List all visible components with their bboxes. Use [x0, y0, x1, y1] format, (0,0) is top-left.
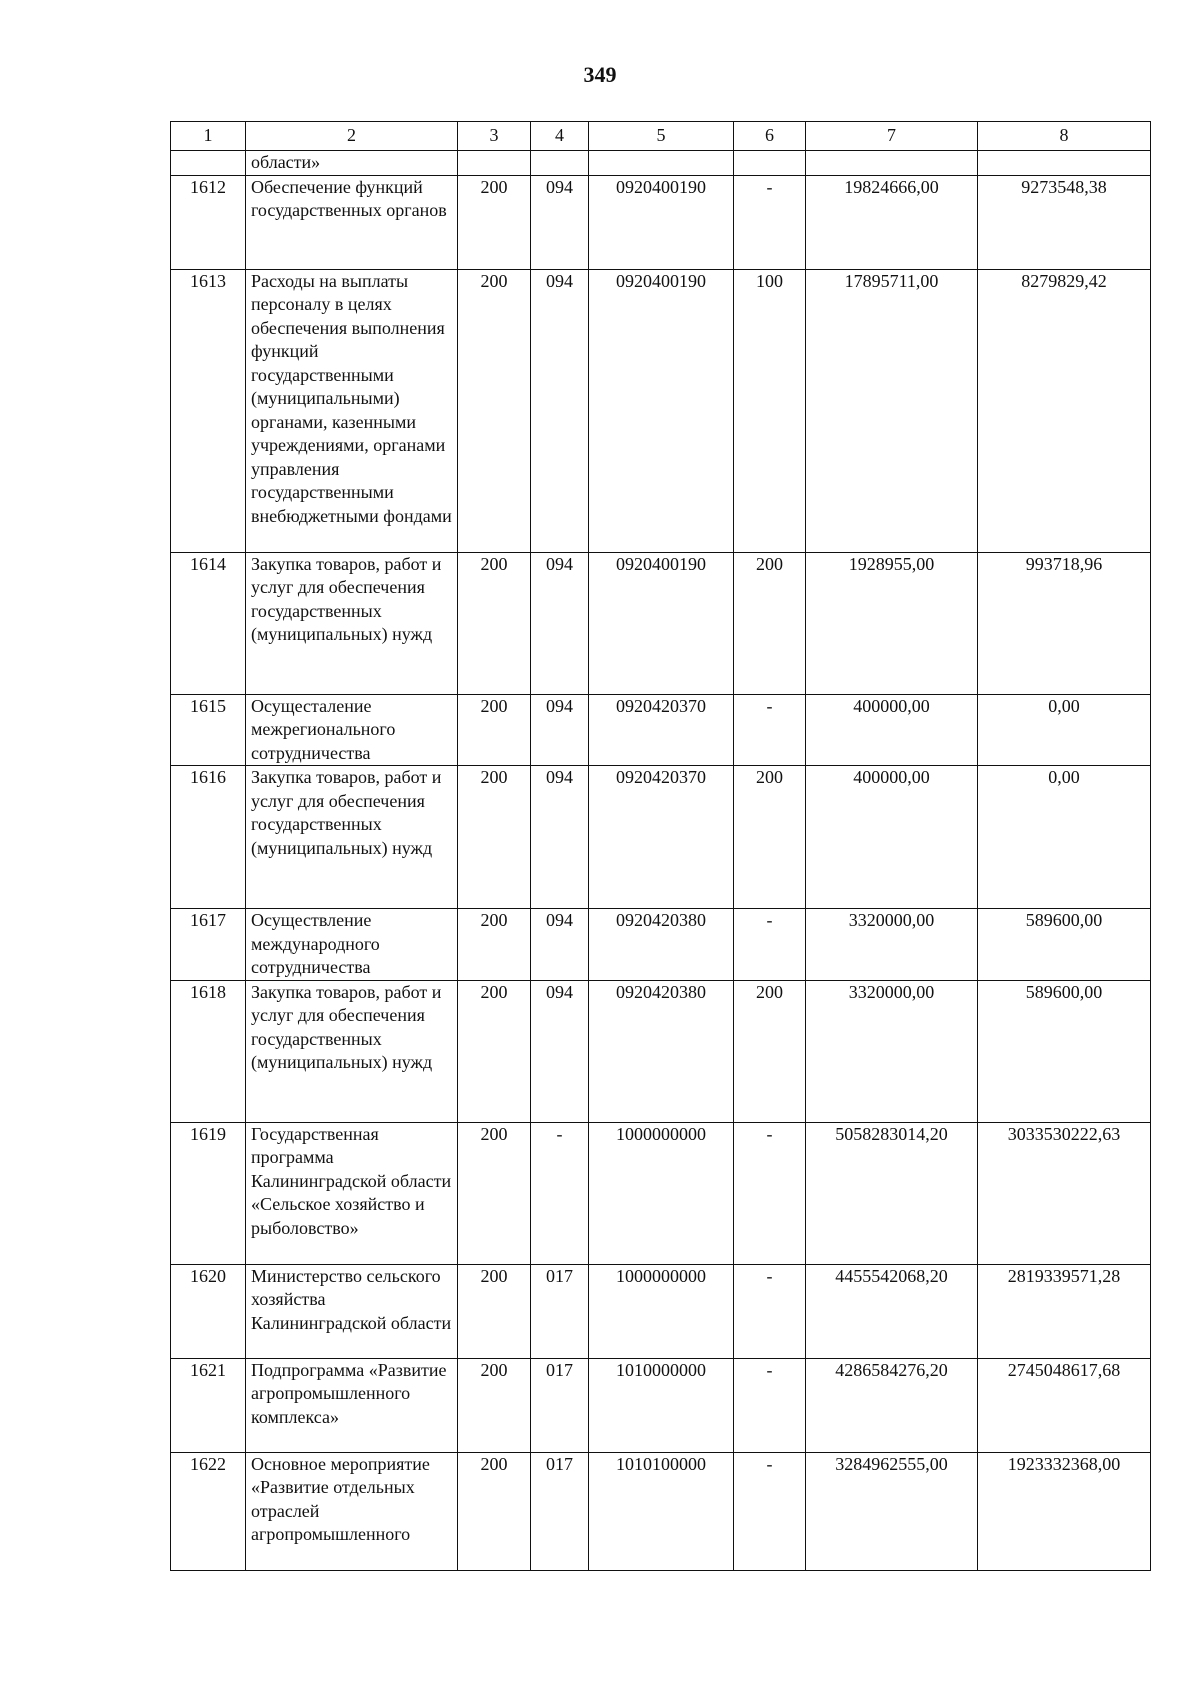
budget-table — [170, 121, 1151, 1571]
row-name-cell: Обеспечение функций государственных органов — [246, 175, 458, 269]
code-cell: 1010000000 — [589, 1358, 734, 1452]
amount-cell: 3033530222,63 — [978, 1122, 1151, 1264]
amount-cell: 1923332368,00 — [978, 1452, 1151, 1570]
amount-cell: 2745048617,68 — [978, 1358, 1151, 1452]
code-cell: 1000000000 — [589, 1122, 734, 1264]
row-name-cell: Государственная программа Калининградской области «Сельское хозяйство и рыболовство» — [246, 1122, 458, 1264]
table-row — [171, 1264, 1151, 1358]
header-cell: 1 — [171, 122, 246, 151]
code-cell: - — [734, 1122, 806, 1264]
code-cell: 200 — [734, 552, 806, 694]
row-number-cell: 1617 — [171, 909, 246, 981]
code-cell: 0920420380 — [589, 980, 734, 1122]
amount-cell: 993718,96 — [978, 552, 1151, 694]
amount-cell — [978, 151, 1151, 176]
row-number-cell: 1615 — [171, 694, 246, 766]
header-cell: 7 — [806, 122, 978, 151]
row-number-cell: 1619 — [171, 1122, 246, 1264]
amount-cell: 0,00 — [978, 766, 1151, 909]
amount-cell: 17895711,00 — [806, 269, 978, 552]
code-cell: - — [734, 1358, 806, 1452]
code-cell: 017 — [531, 1264, 589, 1358]
code-cell: 094 — [531, 980, 589, 1122]
table-row — [171, 909, 1151, 981]
code-cell: 0920420380 — [589, 909, 734, 981]
code-cell: 200 — [458, 980, 531, 1122]
amount-cell: 400000,00 — [806, 766, 978, 909]
row-number-cell: 1614 — [171, 552, 246, 694]
row-number-cell: 1621 — [171, 1358, 246, 1452]
amount-cell: 0,00 — [978, 694, 1151, 766]
code-cell: 200 — [458, 1122, 531, 1264]
code-cell: 200 — [734, 766, 806, 909]
code-cell: - — [734, 909, 806, 981]
code-cell: - — [734, 1264, 806, 1358]
code-cell: 200 — [458, 552, 531, 694]
row-number-cell: 1616 — [171, 766, 246, 909]
amount-cell: 3320000,00 — [806, 909, 978, 981]
header-cell: 6 — [734, 122, 806, 151]
row-name-cell: Закупка товаров, работ и услуг для обеспечения государственных (муниципальных) нужд — [246, 980, 458, 1122]
code-cell: 100 — [734, 269, 806, 552]
code-cell: - — [531, 1122, 589, 1264]
amount-cell — [806, 151, 978, 176]
header-row — [171, 122, 1151, 151]
code-cell: 017 — [531, 1358, 589, 1452]
code-cell: 094 — [531, 552, 589, 694]
amount-cell: 589600,00 — [978, 909, 1151, 981]
code-cell: 1000000000 — [589, 1264, 734, 1358]
amount-cell: 1928955,00 — [806, 552, 978, 694]
row-name-cell: Подпрограмма «Развитие агропромышленного комплекса» — [246, 1358, 458, 1452]
code-cell: 094 — [531, 766, 589, 909]
row-number-cell — [171, 151, 246, 176]
code-cell: 200 — [734, 980, 806, 1122]
code-cell: 0920400190 — [589, 269, 734, 552]
amount-cell: 589600,00 — [978, 980, 1151, 1122]
amount-cell: 8279829,42 — [978, 269, 1151, 552]
row-name-cell: области» — [246, 151, 458, 176]
code-cell: 094 — [531, 175, 589, 269]
table-row — [171, 980, 1151, 1122]
row-name-cell: Осуществление международного сотрудничества — [246, 909, 458, 981]
header-cell: 5 — [589, 122, 734, 151]
header-cell: 2 — [246, 122, 458, 151]
header-cell: 3 — [458, 122, 531, 151]
amount-cell: 2819339571,28 — [978, 1264, 1151, 1358]
code-cell: 1010100000 — [589, 1452, 734, 1570]
code-cell: 200 — [458, 175, 531, 269]
code-cell: 200 — [458, 694, 531, 766]
amount-cell: 5058283014,20 — [806, 1122, 978, 1264]
code-cell: 0920420370 — [589, 766, 734, 909]
code-cell: - — [734, 1452, 806, 1570]
code-cell — [589, 151, 734, 176]
code-cell: 200 — [458, 1358, 531, 1452]
code-cell: 0920400190 — [589, 552, 734, 694]
row-number-cell: 1613 — [171, 269, 246, 552]
header-cell: 8 — [978, 122, 1151, 151]
row-number-cell: 1622 — [171, 1452, 246, 1570]
table-row — [171, 1358, 1151, 1452]
page-number: 349 — [583, 62, 617, 87]
row-name-cell: Закупка товаров, работ и услуг для обеспечения государственных (муниципальных) нужд — [246, 766, 458, 909]
row-name-cell: Закупка товаров, работ и услуг для обеспечения государственных (муниципальных) нужд — [246, 552, 458, 694]
code-cell — [531, 151, 589, 176]
code-cell — [734, 151, 806, 176]
code-cell: 200 — [458, 1452, 531, 1570]
row-name-cell: Осущесталение межрегионального сотрудничества — [246, 694, 458, 766]
table-row — [171, 175, 1151, 269]
amount-cell: 3284962555,00 — [806, 1452, 978, 1570]
amount-cell: 4455542068,20 — [806, 1264, 978, 1358]
table-row — [171, 552, 1151, 694]
code-cell: 200 — [458, 766, 531, 909]
amount-cell: 9273548,38 — [978, 175, 1151, 269]
row-name-cell: Министерство сельского хозяйства Калининградской области — [246, 1264, 458, 1358]
table-row — [171, 269, 1151, 552]
code-cell: 200 — [458, 269, 531, 552]
code-cell: 0920400190 — [589, 175, 734, 269]
table-row — [171, 151, 1151, 176]
code-cell: 200 — [458, 1264, 531, 1358]
table-row — [171, 1122, 1151, 1264]
row-name-cell: Основное мероприятие «Развитие отдельных отраслей агропромышленного — [246, 1452, 458, 1570]
amount-cell: 4286584276,20 — [806, 1358, 978, 1452]
code-cell: 200 — [458, 909, 531, 981]
code-cell: 094 — [531, 909, 589, 981]
row-number-cell: 1612 — [171, 175, 246, 269]
code-cell — [458, 151, 531, 176]
row-number-cell: 1618 — [171, 980, 246, 1122]
table-row — [171, 694, 1151, 766]
code-cell: 017 — [531, 1452, 589, 1570]
header-cell: 4 — [531, 122, 589, 151]
table-row — [171, 766, 1151, 909]
row-name-cell: Расходы на выплаты персоналу в целях обеспечения выполнения функций государственными (муниципальными) органами, казенными учреждениями, органами управления государственными внебюджетными фондами — [246, 269, 458, 552]
amount-cell: 19824666,00 — [806, 175, 978, 269]
amount-cell: 400000,00 — [806, 694, 978, 766]
row-number-cell: 1620 — [171, 1264, 246, 1358]
code-cell: 094 — [531, 269, 589, 552]
code-cell: - — [734, 694, 806, 766]
code-cell: - — [734, 175, 806, 269]
table-row — [171, 1452, 1151, 1570]
amount-cell: 3320000,00 — [806, 980, 978, 1122]
code-cell: 094 — [531, 694, 589, 766]
code-cell: 0920420370 — [589, 694, 734, 766]
